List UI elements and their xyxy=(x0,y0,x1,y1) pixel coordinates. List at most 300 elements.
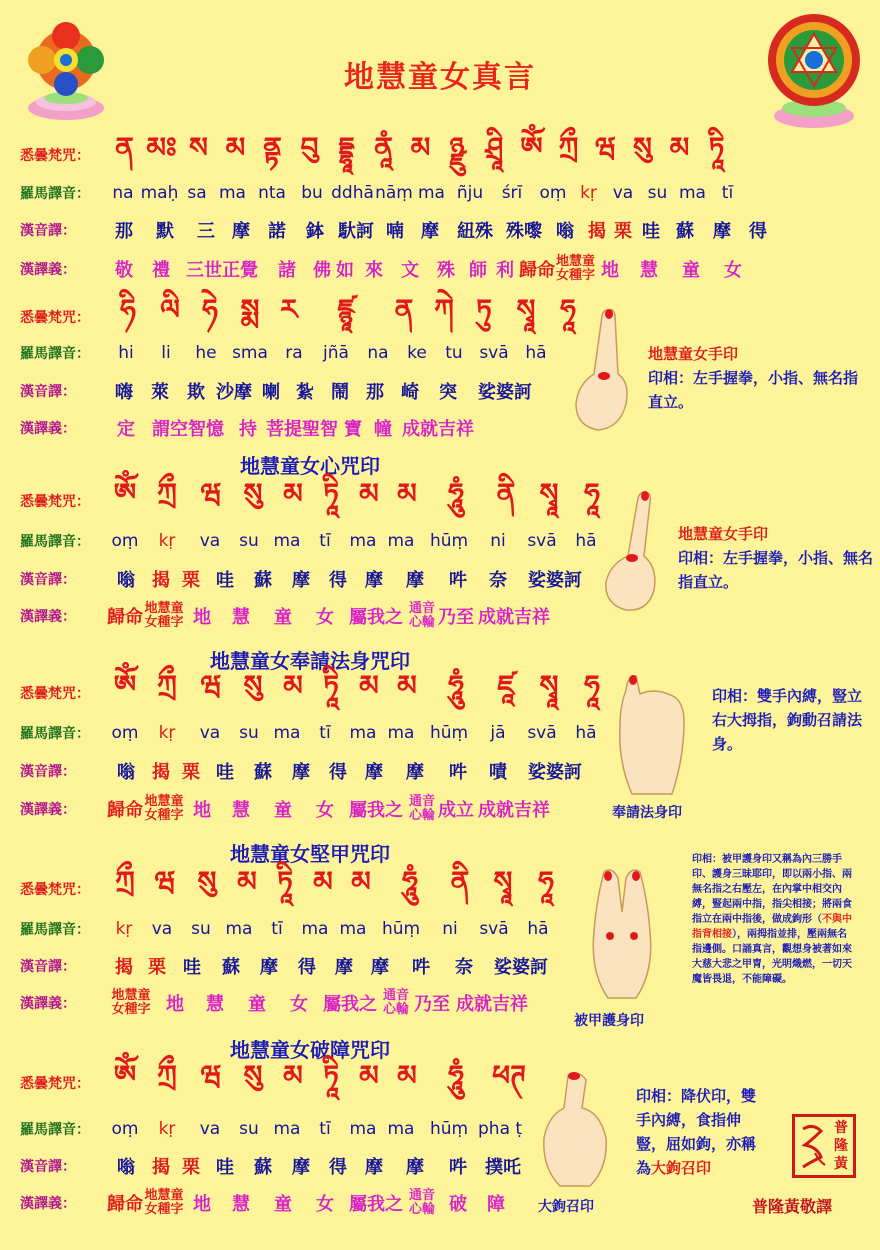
hand-mudra-3-icon xyxy=(606,670,698,798)
s3-mean-cell: 屬我之 xyxy=(349,607,403,628)
label-meaning: 漢譯義： xyxy=(20,421,76,437)
s1-rom-cell: śrī xyxy=(501,183,523,203)
s6-skt-cell: ཀྲྀ xyxy=(157,1058,177,1092)
s5-skt-cell: སྭཱ xyxy=(493,864,513,898)
s3-heading: 地慧童女心咒印 xyxy=(240,454,380,478)
s1-mean-cell: 來 xyxy=(365,260,383,281)
s1-mean-cell: 佛 xyxy=(313,260,331,281)
s3-sanskrit-row xyxy=(20,476,612,516)
s1-mean-cell: 利 xyxy=(496,260,514,281)
s4-skt-cell: ཨོཾ xyxy=(113,668,137,702)
s1-skt-cell: མ xyxy=(669,130,690,164)
s4-skt-cell: ཧཱུཾ xyxy=(448,668,464,702)
s4-skt-cell: ཧཱ xyxy=(584,668,600,702)
s2-skt-cell: ཧེ xyxy=(202,292,218,326)
s2-rom-cell: hi xyxy=(118,343,134,363)
s1-han-cell: 那 xyxy=(115,221,133,242)
s4-meaning-row xyxy=(20,794,554,824)
s6-skt-cell: མ xyxy=(359,1058,379,1092)
s3-mean-cell: 乃至 xyxy=(438,607,474,628)
s6-skt-cell: ཕཊ xyxy=(492,1058,526,1092)
s1-mean-cell: 殊 xyxy=(437,260,455,281)
s6-rom-cell: oṃ xyxy=(111,1119,139,1139)
label-sanskrit: 悉曇梵咒： xyxy=(20,882,90,898)
s6-meaning-row xyxy=(20,1188,514,1218)
s4-heading: 地慧童女奉請法身咒印 xyxy=(210,649,410,673)
s5-mean-cell: 地 xyxy=(166,994,184,1015)
s3-mean-cell: 歸命 xyxy=(107,607,143,628)
label-han: 漢音譯： xyxy=(20,764,76,780)
s3-skt-cell: ཏཱི xyxy=(323,476,339,510)
s2-han-cell: 萊 xyxy=(151,382,169,403)
s4-skt-cell: མ xyxy=(283,668,303,702)
s1-han-row xyxy=(20,215,776,245)
label-roman: 羅馬譯音： xyxy=(20,534,90,550)
s1-skt-cell: བུ xyxy=(300,130,319,164)
s3-han-cell: 吽 xyxy=(449,570,467,591)
label-roman: 羅馬譯音： xyxy=(20,186,90,202)
s1-skt-cell: ན xyxy=(115,130,134,164)
s1-rom-cell: ma xyxy=(219,183,246,203)
s1-rom-cell: oṃ xyxy=(539,183,567,203)
s5-mean-stack-part: 女種字 xyxy=(111,1002,151,1017)
s6-mean-cell: 慧 xyxy=(232,1194,250,1215)
s1-han-cell: 三 xyxy=(197,221,215,242)
s3-han-cell: 摩 xyxy=(365,570,383,591)
s6-han-cell: 哇 xyxy=(216,1157,234,1178)
s3-rom-cell: ma xyxy=(273,531,301,551)
s5-rom-cell: tī xyxy=(271,919,283,939)
s6-han-cell: 摩 xyxy=(292,1157,310,1178)
s2-skt-cell: ཏུ xyxy=(476,292,492,326)
s4-rom-cell: su xyxy=(239,723,259,743)
s6-mean-stack-part: 地慧童 xyxy=(144,1188,184,1203)
label-roman: 羅馬譯音： xyxy=(20,1122,90,1138)
s1-han-cell: 默 xyxy=(156,221,174,242)
s6-skt-cell: ཏཱི xyxy=(323,1058,339,1092)
s5-han-cell: 奈 xyxy=(455,957,473,978)
label-han: 漢音譯： xyxy=(20,384,76,400)
s6-rom-cell: pha ṭ xyxy=(478,1119,523,1139)
s5-han-cell: 栗 xyxy=(148,957,166,978)
s1-sanskrit-row xyxy=(20,130,735,170)
s5-mean-stack-part: 心輪 xyxy=(382,1002,409,1017)
s4-rom-cell: ma xyxy=(387,723,415,743)
s1-skt-cell: ཀྲྀ xyxy=(558,130,579,164)
s6-rom-cell: ma xyxy=(273,1119,301,1139)
s4-rom-cell: svā xyxy=(527,723,557,743)
s4-mean-stack-part: 女種字 xyxy=(144,808,184,823)
s3-skt-cell: སུ xyxy=(243,476,263,510)
s6-skt-cell: ཨོཾ xyxy=(113,1058,137,1092)
s1-skt-cell: ཏཱི xyxy=(708,130,725,164)
s2-meaning-row xyxy=(20,413,478,443)
label-han: 漢音譯： xyxy=(20,572,76,588)
label-han: 漢音譯： xyxy=(20,959,76,975)
s1-mean-cell: 地 xyxy=(601,260,619,281)
s3-mean-cell: 女 xyxy=(316,607,334,628)
s1-mean-cell: 歸命 xyxy=(519,260,555,281)
signature: 普隆黃敬譯 xyxy=(752,1197,833,1216)
s6-han-cell: 摩 xyxy=(365,1157,383,1178)
s5-mean-cell: 慧 xyxy=(206,994,224,1015)
s4-mean-stack-part: 通音 xyxy=(408,794,435,809)
s1-han-cell: 揭 xyxy=(588,221,606,242)
s4-skt-cell: སྭཱ xyxy=(539,668,559,702)
s1-mean-cell: 師 xyxy=(469,260,487,281)
s1-mean-cell: 女 xyxy=(724,260,742,281)
s1-mean-cell: 如 xyxy=(336,260,354,281)
s3-han-cell: 揭 xyxy=(152,570,170,591)
s6-mean-cell: 破 xyxy=(449,1194,467,1215)
s1-han-cell: 摩 xyxy=(713,221,731,242)
s6-mean-cell: 歸命 xyxy=(107,1194,143,1215)
s3-han-cell: 娑婆訶 xyxy=(528,570,582,591)
note-5 xyxy=(636,1084,760,1180)
s6-han-cell: 摩 xyxy=(406,1157,424,1178)
s4-mean-cell xyxy=(406,795,438,823)
s5-han-row xyxy=(20,951,558,981)
s1-han-cell: 鉢 xyxy=(306,221,324,242)
s3-rom-cell: ni xyxy=(490,531,506,551)
s2-han-cell: 鬧 xyxy=(331,382,349,403)
s1-roman-row xyxy=(20,178,744,208)
s3-rom-cell: kṛ xyxy=(158,531,176,551)
s5-mean-stack-part: 通音 xyxy=(382,988,409,1003)
s1-mean-cell: 禮 xyxy=(152,260,170,281)
s2-rom-cell: he xyxy=(195,343,217,363)
s1-skt-cell: ཨོཾ xyxy=(520,130,543,164)
s3-skt-cell: ཧཱ xyxy=(584,476,600,510)
s6-mean-cell: 童 xyxy=(274,1194,292,1215)
note-2-title: 地慧童女手印 xyxy=(678,525,769,543)
s3-mean-cell xyxy=(144,602,184,630)
s5-meaning-row xyxy=(20,988,532,1018)
s3-mean-cell: 地 xyxy=(193,607,211,628)
s6-heading: 地慧童女破障咒印 xyxy=(230,1038,390,1062)
s2-han-cell: 嗨 xyxy=(115,382,133,403)
s6-skt-cell: ཝ xyxy=(200,1058,222,1092)
label-meaning: 漢譯義： xyxy=(20,609,76,625)
s5-rom-cell: hūṃ xyxy=(381,919,421,939)
s1-skt-cell: མཿ xyxy=(146,130,177,164)
s6-rom-cell: su xyxy=(239,1119,259,1139)
s5-mean-cell: 女 xyxy=(290,994,308,1015)
s2-mean-cell: 定 xyxy=(117,419,135,440)
s6-han-cell: 得 xyxy=(329,1157,347,1178)
s5-mean-cell xyxy=(380,989,412,1017)
s3-skt-cell: སྭཱ xyxy=(539,476,559,510)
label-meaning: 漢譯義： xyxy=(20,1196,76,1212)
s6-han-cell: 蘇 xyxy=(254,1157,272,1178)
s4-mean-cell xyxy=(144,795,184,823)
s1-skt-cell: དྡྷཱ xyxy=(338,130,355,164)
s4-rom-cell: va xyxy=(199,723,221,743)
s5-skt-cell: མ xyxy=(237,864,257,898)
s1-han-cell: 諾 xyxy=(268,221,286,242)
s5-rom-cell: va xyxy=(151,919,173,939)
s1-mean-cell: 文 xyxy=(401,260,419,281)
s4-han-cell: 摩 xyxy=(365,762,383,783)
s4-han-cell: 嗡 xyxy=(117,762,135,783)
s5-sanskrit-row xyxy=(20,864,566,904)
s2-rom-cell: jñā xyxy=(323,343,349,363)
s3-rom-cell: hā xyxy=(575,531,597,551)
s3-han-cell: 栗 xyxy=(182,570,200,591)
s4-han-cell: 摩 xyxy=(406,762,424,783)
s1-skt-cell: ནྟ xyxy=(263,130,282,164)
s6-sanskrit-row xyxy=(20,1058,532,1098)
s1-han-cell: 馱訶 xyxy=(338,221,374,242)
s4-rom-cell: tī xyxy=(319,723,331,743)
s6-skt-cell: མ xyxy=(397,1058,417,1092)
s1-skt-cell: ཉྫུ xyxy=(449,130,466,164)
s3-skt-cell: ཨོཾ xyxy=(113,476,137,510)
s2-han-cell: 那 xyxy=(366,382,384,403)
s1-han-cell: 栗 xyxy=(614,221,632,242)
note-3-caption: 奉請法身印 xyxy=(612,805,682,821)
s6-skt-cell: སུ xyxy=(243,1058,263,1092)
s6-han-cell: 揭 xyxy=(152,1157,170,1178)
s2-sanskrit-row xyxy=(20,292,588,332)
s1-han-cell: 嗡 xyxy=(556,221,574,242)
s4-mean-cell: 女 xyxy=(316,800,334,821)
s1-rom-cell: ñju xyxy=(456,183,484,203)
s3-skt-cell: མ xyxy=(397,476,417,510)
s5-rom-cell: svā xyxy=(479,919,509,939)
s2-mean-cell: 謂空智憶 xyxy=(152,419,224,440)
s5-heading: 地慧童女堅甲咒印 xyxy=(230,842,390,866)
s3-mean-cell: 慧 xyxy=(232,607,250,628)
label-meaning: 漢譯義： xyxy=(20,802,76,818)
s4-mean-cell: 童 xyxy=(274,800,292,821)
s2-han-cell: 欺 xyxy=(187,382,205,403)
s4-skt-cell: མ xyxy=(397,668,417,702)
s5-skt-cell: ཧཱུཾ xyxy=(402,864,418,898)
s5-skt-cell: མ xyxy=(313,864,333,898)
note-4-caption: 被甲護身印 xyxy=(574,1013,644,1029)
note-1-title: 地慧童女手印 xyxy=(648,345,739,363)
s3-skt-cell: མ xyxy=(283,476,303,510)
s6-skt-cell: ཧཱུཾ xyxy=(448,1058,464,1092)
s4-han-cell: 得 xyxy=(329,762,347,783)
s4-skt-cell: སུ xyxy=(243,668,263,702)
s3-roman-row xyxy=(20,526,606,556)
note-2 xyxy=(678,522,874,594)
s5-rom-cell: ma xyxy=(225,919,253,939)
s1-mean-cell: 三世正覺 xyxy=(186,260,258,281)
s6-mean-stack-part: 心輪 xyxy=(408,1202,435,1217)
s4-skt-cell: ཏཱི xyxy=(323,668,339,702)
s4-skt-cell: མ xyxy=(359,668,379,702)
s2-mean-cell: 聖智 xyxy=(302,419,338,440)
s3-han-cell: 摩 xyxy=(406,570,424,591)
s5-mean-cell xyxy=(106,989,156,1017)
s6-han-cell: 嗡 xyxy=(117,1157,135,1178)
s6-han-cell: 吽 xyxy=(449,1157,467,1178)
s3-rom-cell: va xyxy=(199,531,221,551)
s2-skt-cell: སྨ xyxy=(240,292,260,326)
s4-mean-cell: 慧 xyxy=(232,800,250,821)
s6-mean-cell xyxy=(144,1189,184,1217)
label-sanskrit: 悉曇梵咒： xyxy=(20,148,90,164)
s2-skt-cell: སྭཱ xyxy=(516,292,536,326)
s4-mean-cell: 歸命 xyxy=(107,800,143,821)
s2-skt-cell: ཛྙཱ xyxy=(337,292,355,326)
s1-han-cell: 蘇 xyxy=(676,221,694,242)
s1-rom-cell: ma xyxy=(418,183,445,203)
s1-han-cell: 摩 xyxy=(421,221,439,242)
s6-mean-stack-part: 通音 xyxy=(408,1188,435,1203)
label-sanskrit: 悉曇梵咒： xyxy=(20,494,90,510)
s3-han-cell: 蘇 xyxy=(254,570,272,591)
s4-mean-stack-part: 地慧童 xyxy=(144,794,184,809)
s3-rom-cell: ma xyxy=(349,531,377,551)
s6-mean-cell: 地 xyxy=(193,1194,211,1215)
s5-roman-row xyxy=(20,914,558,944)
s2-han-cell: 崎 xyxy=(401,382,419,403)
s2-mean-cell: 菩提 xyxy=(266,419,302,440)
seal-text: 普隆黃 xyxy=(834,1120,848,1172)
note-4 xyxy=(692,852,854,987)
s6-mean-cell: 障 xyxy=(487,1194,505,1215)
hand-mudra-5-icon xyxy=(528,1068,624,1188)
note-1-body: 印相：左手握拳，小指、無名指直立。 xyxy=(648,369,859,411)
note-4-body-2: ），兩拇指並排，壓兩無名指邊側。口誦真言，觀想身被著如來大慈大悲之甲冑，光明熾燃，一切天魔皆畏退，不能障礙。 xyxy=(692,929,852,985)
s2-mean-cell: 成就吉祥 xyxy=(402,419,474,440)
s2-han-cell: 喇 xyxy=(262,382,280,403)
s5-skt-cell: མ xyxy=(351,864,371,898)
s4-han-row xyxy=(20,756,592,786)
s2-mean-cell: 寶 xyxy=(344,419,362,440)
s4-roman-row xyxy=(20,718,606,748)
s2-rom-cell: na xyxy=(367,343,389,363)
hand-mudra-2-icon xyxy=(598,486,668,616)
s1-rom-cell: maḥ xyxy=(140,183,179,203)
note-5-caption: 大鉤召印 xyxy=(538,1199,594,1215)
s5-han-cell: 得 xyxy=(298,957,316,978)
s5-mean-stack-part: 地慧童 xyxy=(111,988,151,1003)
label-sanskrit: 悉曇梵咒： xyxy=(20,1076,90,1092)
s2-han-cell: 突 xyxy=(439,382,457,403)
s5-han-cell: 摩 xyxy=(335,957,353,978)
s6-rom-cell: tī xyxy=(319,1119,331,1139)
s3-han-row xyxy=(20,564,592,594)
s1-han-cell: 紐殊 xyxy=(457,221,493,242)
s5-han-cell: 娑婆訶 xyxy=(494,957,548,978)
s1-rom-cell: na xyxy=(112,183,134,203)
s2-rom-cell: ke xyxy=(407,343,427,363)
s5-skt-cell: ཝ xyxy=(154,864,176,898)
hand-mudra-4-icon xyxy=(574,862,670,1002)
s2-mean-cell: 幢 xyxy=(374,419,392,440)
s1-rom-cell: tī xyxy=(721,183,734,203)
s1-skt-cell: ནཱཾ xyxy=(374,130,393,164)
s5-mean-cell: 乃至 xyxy=(414,994,450,1015)
s4-rom-cell: ma xyxy=(349,723,377,743)
s5-skt-cell: ནི xyxy=(450,864,470,898)
s5-rom-cell: ni xyxy=(442,919,458,939)
s6-rom-cell: ma xyxy=(349,1119,377,1139)
s4-rom-cell: oṃ xyxy=(111,723,139,743)
s5-mean-cell: 童 xyxy=(248,994,266,1015)
s2-skt-cell: ར xyxy=(280,292,298,326)
s4-skt-cell: ཝ xyxy=(200,668,222,702)
s4-mean-cell: 地 xyxy=(193,800,211,821)
s4-han-cell: 栗 xyxy=(182,762,200,783)
s1-rom-cell: sa xyxy=(187,183,207,203)
s1-han-cell: 喃 xyxy=(386,221,404,242)
s5-han-cell: 揭 xyxy=(115,957,133,978)
s5-rom-cell: hā xyxy=(527,919,549,939)
s3-han-cell: 奈 xyxy=(489,570,507,591)
s1-mean-cell: 童 xyxy=(682,260,700,281)
s2-rom-cell: hā xyxy=(525,343,547,363)
s1-skt-cell: ས xyxy=(189,130,208,164)
s1-han-cell: 得 xyxy=(749,221,767,242)
artist-seal xyxy=(792,1114,856,1178)
s1-mean-cell: 慧 xyxy=(640,260,658,281)
s3-rom-cell: oṃ xyxy=(111,531,139,551)
note-1 xyxy=(648,342,858,414)
s3-han-cell: 摩 xyxy=(292,570,310,591)
s6-han-row xyxy=(20,1151,528,1181)
s6-mean-stack-part: 女種字 xyxy=(144,1202,184,1217)
s3-han-cell: 嗡 xyxy=(117,570,135,591)
s4-han-cell: 娑婆訶 xyxy=(528,762,582,783)
s6-rom-cell: va xyxy=(199,1119,221,1139)
s2-skt-cell: ཀེ xyxy=(434,292,454,326)
s1-han-cell: 殊嚟 xyxy=(506,221,542,242)
s1-rom-cell: nta xyxy=(258,183,286,203)
label-sanskrit: 悉曇梵咒： xyxy=(20,686,90,702)
s4-han-cell: 摩 xyxy=(292,762,310,783)
s2-han-cell: 沙摩 xyxy=(216,382,252,403)
s1-mean-cell: 敬 xyxy=(115,260,133,281)
s4-han-cell: 揭 xyxy=(152,762,170,783)
s3-meaning-row xyxy=(20,601,554,631)
s1-skt-cell: ཝ xyxy=(595,130,616,164)
label-sanskrit: 悉曇梵咒： xyxy=(20,310,90,326)
s1-skt-cell: མ xyxy=(410,130,431,164)
s2-roman-row xyxy=(20,338,556,368)
s1-rom-cell: bu xyxy=(301,183,323,203)
s4-mean-cell: 屬我之 xyxy=(349,800,403,821)
s4-rom-cell: jā xyxy=(490,723,506,743)
s5-skt-cell: ཏཱི xyxy=(277,864,293,898)
s5-skt-cell: སུ xyxy=(197,864,217,898)
s3-skt-cell: ཧཱུཾ xyxy=(448,476,464,510)
s5-han-cell: 摩 xyxy=(260,957,278,978)
note-5-body: 印相：降伏印，雙手內縛，食指伸豎，屈如鉤，亦稱為 xyxy=(636,1087,757,1177)
s2-rom-cell: svā xyxy=(479,343,509,363)
s2-rom-cell: sma xyxy=(232,343,268,363)
s4-rom-cell: ma xyxy=(273,723,301,743)
s3-skt-cell: མ xyxy=(359,476,379,510)
s2-skt-cell: ན xyxy=(394,292,414,326)
label-roman: 羅馬譯音： xyxy=(20,922,90,938)
page-title: 地慧童女真言 xyxy=(344,60,536,95)
s4-rom-cell: hā xyxy=(575,723,597,743)
s2-skt-cell: ཧི xyxy=(120,292,136,326)
s6-rom-cell: kṛ xyxy=(158,1119,176,1139)
s1-mean-stack-part: 地慧童 xyxy=(556,254,596,269)
s3-mean-stack-part: 心輪 xyxy=(408,615,435,630)
s1-han-cell: 摩 xyxy=(232,221,250,242)
s6-rom-cell: ma xyxy=(387,1119,415,1139)
s5-han-cell: 哇 xyxy=(183,957,201,978)
s2-rom-cell: ra xyxy=(285,343,303,363)
